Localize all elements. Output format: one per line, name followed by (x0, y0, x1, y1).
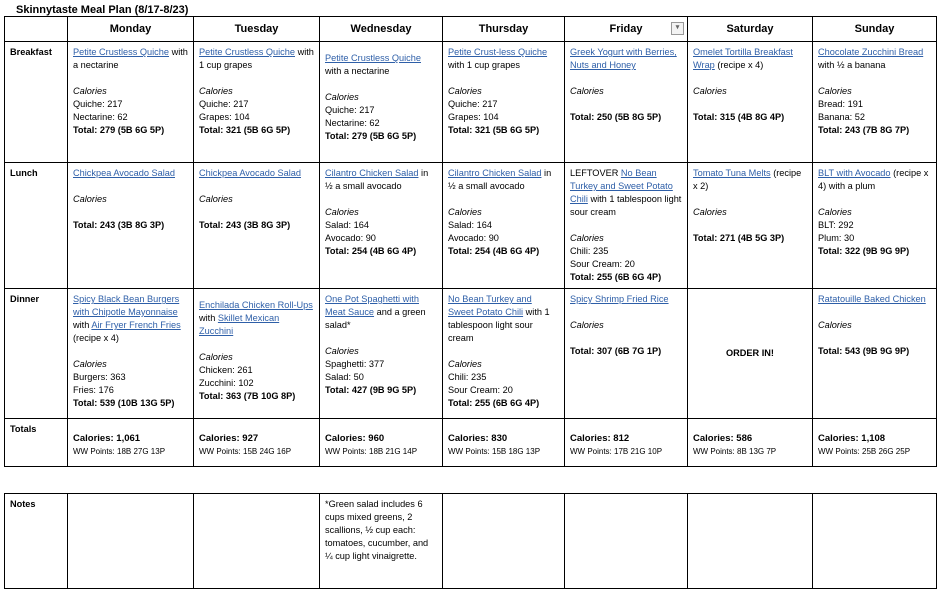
recipe-link[interactable]: Tomato Tuna Melts (693, 168, 771, 178)
breakfast-monday (68, 42, 194, 163)
meal-total: Total: 254 (4B 6G 4P) (448, 246, 540, 256)
meal-note: with ½ a banana (818, 60, 886, 70)
calorie-line: Avocado: 90 (448, 233, 499, 243)
breakfast-thursday (443, 42, 565, 163)
header-row (5, 17, 937, 42)
dinner-tuesday (194, 289, 320, 419)
dinner-row (5, 289, 937, 419)
calories-label: Calories (693, 86, 727, 96)
breakfast-wednesday (320, 42, 443, 163)
recipe-link[interactable]: No Bean Turkey and Sweet Potato Chili (570, 168, 673, 204)
breakfast-saturday (688, 42, 813, 163)
meal-total: Total: 279 (5B 6G 5P) (73, 125, 165, 135)
row-label-notes: Notes (5, 494, 68, 589)
calorie-line: Sour Cream: 20 (570, 259, 635, 269)
dinner-thursday (443, 289, 565, 419)
calorie-line: Chili: 235 (448, 372, 487, 382)
recipe-link[interactable]: Petite Crustless Quiche (199, 47, 295, 57)
recipe-link-2[interactable]: Skillet Mexican Zucchini (199, 313, 280, 336)
notes-sunday (813, 494, 937, 589)
meal-total: Total: 321 (5B 6G 5P) (448, 125, 540, 135)
calories-label: Calories (325, 346, 359, 356)
calorie-line: Chili: 235 (570, 246, 609, 256)
calorie-line: Quiche: 217 (325, 105, 375, 115)
notes-tuesday (194, 494, 320, 589)
lunch-tuesday (194, 163, 320, 289)
row-label-totals: Totals (5, 419, 68, 467)
recipe-link[interactable]: Greek Yogurt with Berries, Nuts and Honey (570, 47, 677, 70)
daily-calories: Calories: 1,061 (73, 433, 141, 444)
totals-wednesday (320, 419, 443, 467)
day-header-wednesday: Wednesday (320, 17, 443, 42)
recipe-link[interactable]: Chickpea Avocado Salad (73, 168, 175, 178)
dinner-sunday (813, 289, 937, 419)
meal-total: Total: 243 (3B 8G 3P) (73, 220, 165, 230)
calories-label: Calories (448, 359, 482, 369)
day-header-tuesday: Tuesday (194, 17, 320, 42)
recipe-link[interactable]: Ratatouille Baked Chicken (818, 294, 926, 304)
meal-note: (recipe x 4) (73, 333, 119, 343)
calorie-line: Grapes: 104 (448, 112, 499, 122)
daily-ww-points: WW Points: 18B 27G 13P (73, 447, 166, 456)
recipe-link[interactable]: One Pot Spaghetti with Meat Sauce (325, 294, 419, 317)
lunch-saturday (688, 163, 813, 289)
meal-note: in ½ a small avocado (448, 168, 552, 191)
day-header-friday (565, 17, 688, 42)
recipe-link[interactable]: Spicy Shrimp Fried Rice (570, 294, 669, 304)
daily-calories: Calories: 960 (325, 433, 385, 444)
totals-tuesday (194, 419, 320, 467)
daily-ww-points: WW Points: 8B 13G 7P (693, 447, 777, 456)
notes-saturday (688, 494, 813, 589)
meal-total: Total: 254 (4B 6G 4P) (325, 246, 417, 256)
meal-total: Total: 539 (10B 13G 5P) (73, 398, 175, 408)
calorie-line: BLT: 292 (818, 220, 854, 230)
daily-calories: Calories: 927 (199, 433, 259, 444)
meal-total: Total: 271 (4B 5G 3P) (693, 233, 785, 243)
calories-label: Calories (73, 194, 107, 204)
lunch-thursday (443, 163, 565, 289)
calorie-line: Salad: 50 (325, 372, 364, 382)
daily-calories: Calories: 830 (448, 433, 508, 444)
recipe-link[interactable]: Cilantro Chicken Salad (325, 168, 419, 178)
recipe-link[interactable]: Omelet Tortilla Breakfast Wrap (693, 47, 793, 70)
notes-monday (68, 494, 194, 589)
meal-note: in ½ a small avocado (325, 168, 429, 191)
dinner-monday (68, 289, 194, 419)
breakfast-tuesday (194, 42, 320, 163)
daily-ww-points: WW Points: 25B 26G 25P (818, 447, 911, 456)
notes-thursday (443, 494, 565, 589)
recipe-link[interactable]: Cilantro Chicken Salad (448, 168, 542, 178)
calories-label: Calories (570, 320, 604, 330)
lunch-wednesday (320, 163, 443, 289)
meal-total: Total: 250 (5B 8G 5P) (570, 112, 662, 122)
meal-note: with 1 tablespoon light sour cream (448, 307, 550, 343)
meal-note: (recipe x 2) (693, 168, 802, 191)
calories-label: Calories (818, 320, 852, 330)
calories-label: Calories (325, 207, 359, 217)
calorie-line: Burgers: 363 (73, 372, 126, 382)
filter-dropdown-icon[interactable]: ▾ (671, 22, 684, 35)
row-label-dinner: Dinner (5, 289, 68, 419)
day-header-friday-label: Friday (609, 22, 643, 35)
meal-total: Total: 255 (6B 6G 4P) (570, 272, 662, 282)
calories-label: Calories (818, 86, 852, 96)
meal-note: with (199, 313, 216, 323)
meal-note: and a green salad* (325, 307, 426, 330)
meal-plan-table (4, 16, 937, 467)
calorie-line: Salad: 164 (325, 220, 369, 230)
lunch-row (5, 163, 937, 289)
calories-label: Calories (199, 352, 233, 362)
meal-total: Total: 322 (9B 9G 9P) (818, 246, 910, 256)
meal-note: with (73, 320, 90, 330)
calories-label: Calories (73, 359, 107, 369)
breakfast-row (5, 42, 937, 163)
meal-total: Total: 255 (6B 6G 4P) (448, 398, 540, 408)
recipe-link[interactable]: Enchilada Chicken Roll-Ups (199, 300, 313, 310)
recipe-link[interactable]: Petite Crustless Quiche (325, 53, 421, 63)
calorie-line: Sour Cream: 20 (448, 385, 513, 395)
calorie-line: Zucchini: 102 (199, 378, 254, 388)
recipe-link[interactable]: Petite Crustless Quiche (73, 47, 169, 57)
calories-label: Calories (448, 86, 482, 96)
row-label-lunch: Lunch (5, 163, 68, 289)
page-title: Skinnytaste Meal Plan (8/17-8/23) (16, 4, 189, 16)
calories-label: Calories (570, 233, 604, 243)
daily-calories: Calories: 1,108 (818, 433, 886, 444)
daily-ww-points: WW Points: 18B 21G 14P (325, 447, 418, 456)
calorie-line: Fries: 176 (73, 385, 114, 395)
lunch-monday (68, 163, 194, 289)
calories-label: Calories (199, 86, 233, 96)
meal-total: Total: 279 (5B 6G 5P) (325, 131, 417, 141)
calorie-line: Chicken: 261 (199, 365, 253, 375)
leftover-label: LEFTOVER (570, 168, 619, 178)
dinner-wednesday (320, 289, 443, 419)
day-header-saturday: Saturday (688, 17, 813, 42)
totals-row (5, 419, 937, 467)
totals-sunday (813, 419, 937, 467)
notes-row (5, 494, 937, 589)
calorie-line: Banana: 52 (818, 112, 866, 122)
calorie-line: Spaghetti: 377 (325, 359, 385, 369)
recipe-link-2[interactable]: Air Fryer French Fries (91, 320, 181, 330)
breakfast-sunday (813, 42, 937, 163)
meal-total: Total: 363 (7B 10G 8P) (199, 391, 296, 401)
meal-note: with 1 cup grapes (448, 60, 521, 70)
recipe-link[interactable]: Spicy Black Bean Burgers with Chipotle Mayonnaise (73, 294, 180, 317)
meal-note: with a nectarine (73, 47, 188, 70)
calories-label: Calories (448, 207, 482, 217)
dinner-friday (565, 289, 688, 419)
daily-ww-points: WW Points: 15B 18G 13P (448, 447, 541, 456)
calories-label: Calories (73, 86, 107, 96)
corner-cell (5, 17, 68, 42)
calorie-line: Avocado: 90 (325, 233, 376, 243)
recipe-link[interactable]: Petite Crust-less Quiche (448, 47, 548, 57)
calorie-line: Bread: 191 (818, 99, 863, 109)
calories-label: Calories (199, 194, 233, 204)
notes-friday (565, 494, 688, 589)
day-header-thursday: Thursday (443, 17, 565, 42)
recipe-link[interactable]: Chickpea Avocado Salad (199, 168, 301, 178)
meal-note: with 1 tablespoon light sour cream (570, 194, 682, 217)
calorie-line: Grapes: 104 (199, 112, 250, 122)
notes-wednesday: *Green salad includes 6 cups mixed greens, 2 scallions, ½ cup each: tomatoes, cucumber, and ¼ cup light vinaigrette. (320, 494, 443, 589)
calories-label: Calories (570, 86, 604, 96)
totals-saturday (688, 419, 813, 467)
lunch-friday (565, 163, 688, 289)
calories-label: Calories (325, 92, 359, 102)
recipe-link[interactable]: No Bean Turkey and Sweet Potato Chili (448, 294, 532, 317)
meal-note: with a nectarine (325, 66, 390, 76)
calorie-line: Quiche: 217 (199, 99, 249, 109)
meal-note: with 1 cup grapes (199, 47, 314, 70)
recipe-link[interactable]: BLT with Avocado (818, 168, 891, 178)
dinner-saturday-order-in: ORDER IN! (688, 289, 813, 419)
meal-note: (recipe x 4) with a plum (818, 168, 929, 191)
meal-note: (recipe x 4) (717, 60, 764, 70)
recipe-link[interactable]: Chocolate Zucchini Bread (818, 47, 924, 57)
meal-total: Total: 315 (4B 8G 4P) (693, 112, 785, 122)
meal-total: Total: 427 (9B 9G 5P) (325, 385, 417, 395)
meal-total: Total: 307 (6B 7G 1P) (570, 346, 662, 356)
breakfast-friday (565, 42, 688, 163)
row-label-breakfast: Breakfast (5, 42, 68, 163)
calorie-line: Quiche: 217 (73, 99, 123, 109)
daily-ww-points: WW Points: 15B 24G 16P (199, 447, 292, 456)
day-header-monday: Monday (68, 17, 194, 42)
lunch-sunday (813, 163, 937, 289)
meal-total: Total: 543 (9B 9G 9P) (818, 346, 910, 356)
meal-total: Total: 321 (5B 6G 5P) (199, 125, 291, 135)
calorie-line: Salad: 164 (448, 220, 492, 230)
calories-label: Calories (818, 207, 852, 217)
meal-total: Total: 243 (7B 8G 7P) (818, 125, 910, 135)
calorie-line: Nectarine: 62 (325, 118, 380, 128)
calorie-line: Quiche: 217 (448, 99, 498, 109)
day-header-sunday: Sunday (813, 17, 937, 42)
totals-thursday (443, 419, 565, 467)
daily-calories: Calories: 812 (570, 433, 630, 444)
totals-monday (68, 419, 194, 467)
calorie-line: Nectarine: 62 (73, 112, 128, 122)
totals-friday (565, 419, 688, 467)
notes-table (4, 493, 937, 589)
daily-ww-points: WW Points: 17B 21G 10P (570, 447, 663, 456)
calorie-line: Plum: 30 (818, 233, 855, 243)
daily-calories: Calories: 586 (693, 433, 753, 444)
calories-label: Calories (693, 207, 727, 217)
meal-total: Total: 243 (3B 8G 3P) (199, 220, 291, 230)
